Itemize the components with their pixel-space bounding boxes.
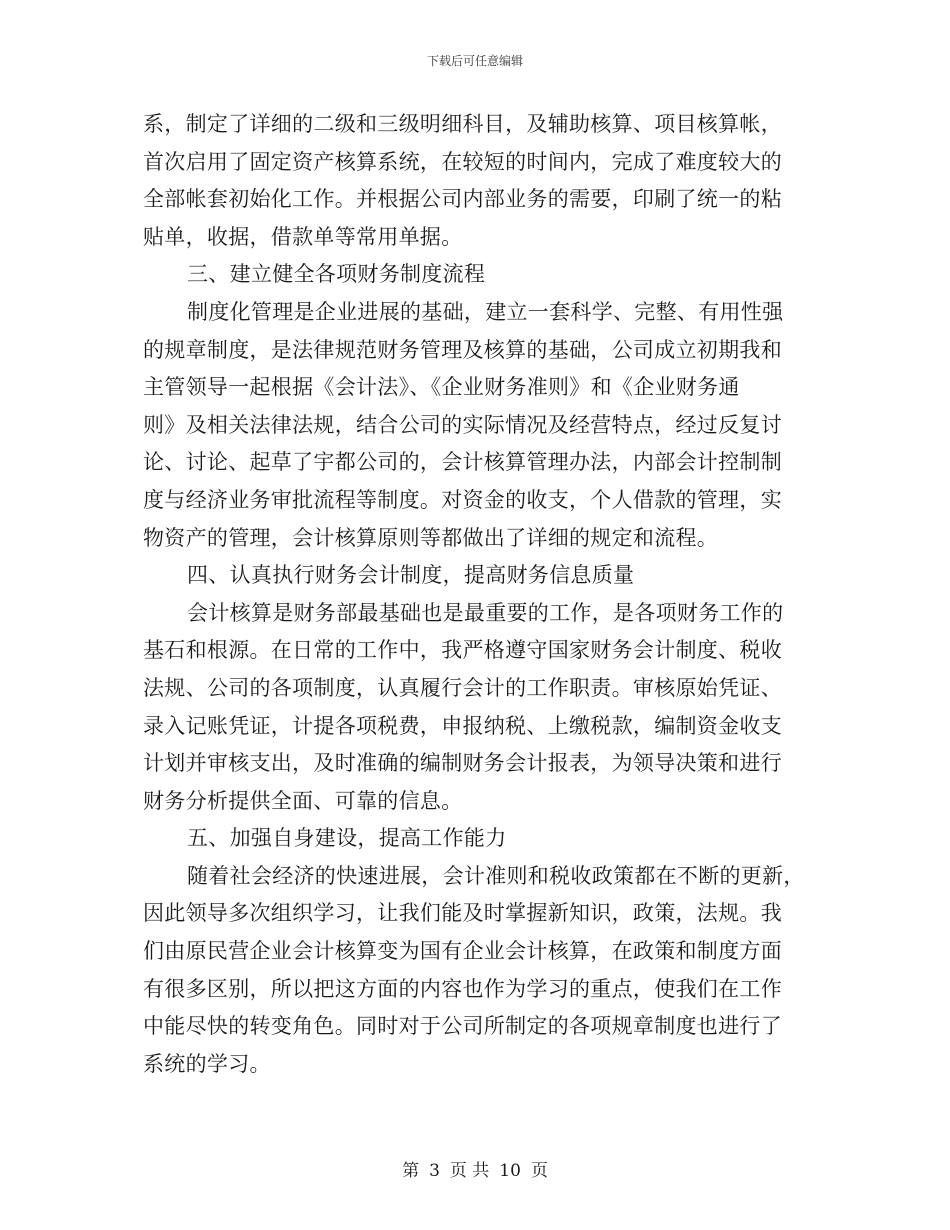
text-line: 因此领导多次组织学习，让我们能及时掌握新知识，政策，法规。我 <box>143 901 782 926</box>
text-line: 贴单，收据，借款单等常用单据。 <box>143 224 463 249</box>
text-line: 全部帐套初始化工作。并根据公司内部业务的需要，印刷了统一的粘 <box>143 187 782 212</box>
text-line: 随着社会经济的快速进展，会计准则和税收政策都在不断的更新， <box>187 863 805 888</box>
footer-middle: 页 共 <box>449 1161 490 1181</box>
text-line: 的规章制度，是法律规范财务管理及核算的基础，公司成立初期我和 <box>143 337 782 362</box>
section-heading-5: 五、加强自身建设，提高工作能力 <box>187 826 507 851</box>
text-line: 录入记账凭证，计提各项税费，申报纳税、上缴税款，编制资金收支 <box>143 713 782 738</box>
text-line: 会计核算是财务部最基础也是最重要的工作，是各项财务工作的 <box>187 600 784 625</box>
text-line: 们由原民营企业会计核算变为国有企业会计核算，在政策和制度方面 <box>143 939 782 964</box>
text-line: 财务分析提供全面、可靠的信息。 <box>143 788 463 813</box>
text-line: 系统的学习。 <box>143 1051 271 1076</box>
text-line: 物资产的管理，会计核算原则等都做出了详细的规定和流程。 <box>143 525 719 550</box>
footer-prefix: 第 <box>402 1161 420 1181</box>
total-pages-number: 10 <box>499 1161 521 1181</box>
text-line: 中能尽快的转变角色。同时对于公司所制定的各项规章制度也进行了 <box>143 1014 782 1039</box>
text-line: 基石和根源。在日常的工作中，我严格遵守国家财务会计制度、税收 <box>143 638 782 663</box>
text-line: 有很多区别，所以把这方面的内容也作为学习的重点，使我们在工作 <box>143 976 782 1001</box>
text-line: 则》及相关法律法规，结合公司的实际情况及经营特点，经过反复讨 <box>143 412 782 437</box>
footer-suffix: 页 <box>530 1161 548 1181</box>
document-body <box>143 106 803 1083</box>
text-line: 度与经济业务审批流程等制度。对资金的收支，个人借款的管理，实 <box>143 487 782 512</box>
section-heading-3: 三、建立健全各项财务制度流程 <box>187 262 486 287</box>
text-line: 主管领导一起根据《会计法》、《企业财务准则》和《企业财务通 <box>143 375 740 400</box>
text-line: 法规、公司的各项制度，认真履行会计的工作职责。审核原始凭证、 <box>143 675 782 700</box>
text-line: 计划并审核支出，及时准确的编制财务会计报表，为领导决策和进行 <box>143 751 782 776</box>
text-line: 制度化管理是企业进展的基础，建立一套科学、完整、有用性强 <box>187 299 784 324</box>
page-footer <box>0 1156 950 1181</box>
page-header-note: 下载后可任意编辑 <box>426 54 523 68</box>
text-line: 首次启用了固定资产核算系统，在较短的时间内，完成了难度较大的 <box>143 149 782 174</box>
section-heading-4: 四、认真执行财务会计制度，提高财务信息质量 <box>187 563 635 588</box>
text-line: 论、讨论、起草了宇都公司的，会计核算管理办法，内部会计控制制 <box>143 450 782 475</box>
text-line: 系，制定了详细的二级和三级明细科目，及辅助核算、项目核算帐， <box>143 112 782 136</box>
current-page-number: 3 <box>429 1161 440 1181</box>
